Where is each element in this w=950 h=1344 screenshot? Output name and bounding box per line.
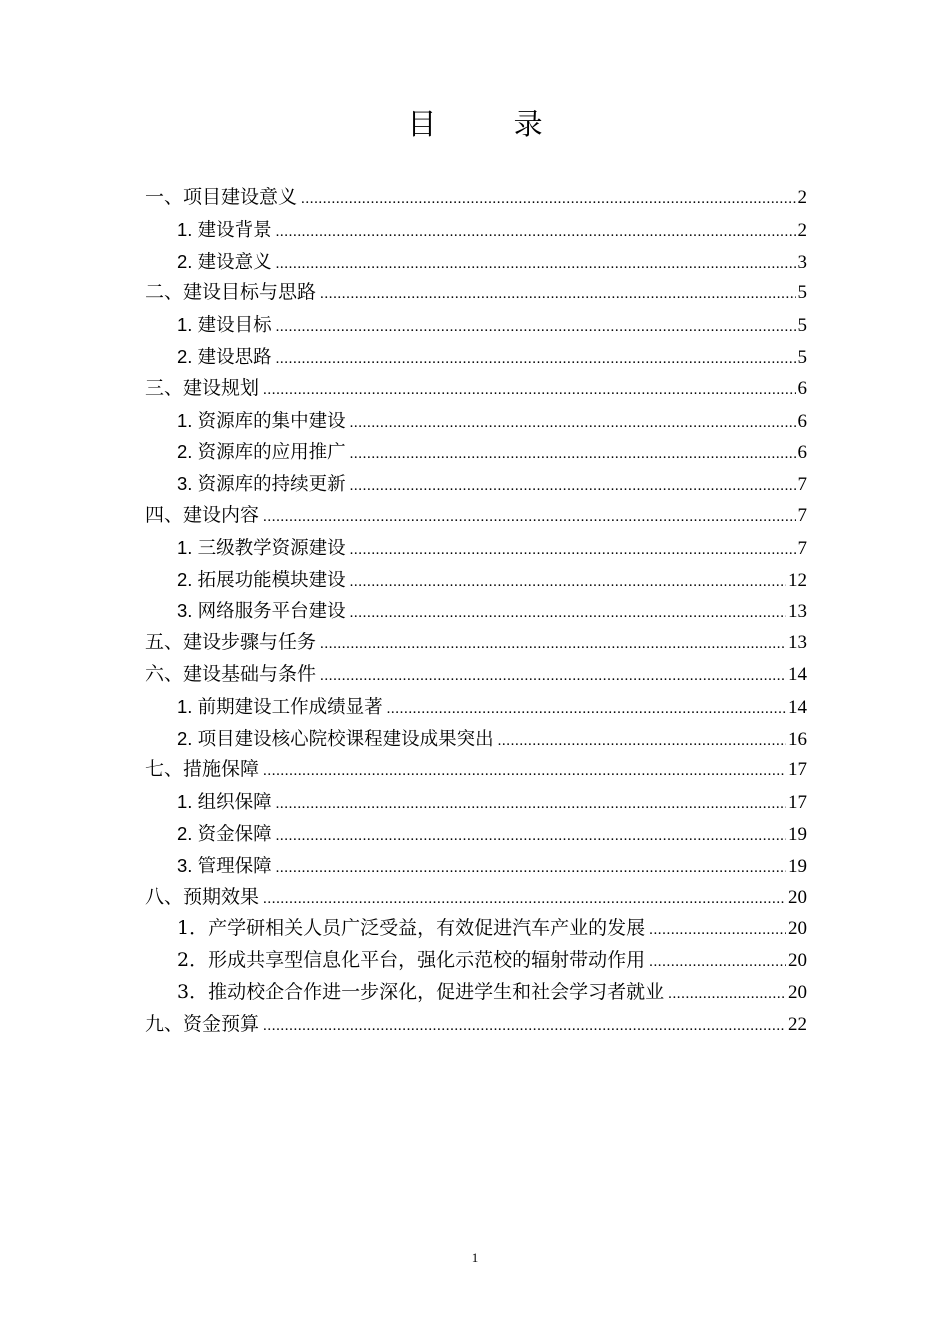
toc-entry-page: 6 <box>797 377 807 399</box>
toc-title: 目 录 <box>407 107 577 141</box>
toc-entry[interactable] <box>145 850 807 882</box>
toc-entry-title: 3．推动校企合作进一步深化，促进学生和社会学习者就业 <box>177 980 665 1003</box>
toc-dot-leader <box>320 661 786 693</box>
toc-entry[interactable] <box>145 1009 807 1041</box>
toc-dot-leader <box>276 821 786 853</box>
toc-dot-leader <box>350 567 786 599</box>
toc-entry[interactable] <box>145 659 807 691</box>
toc-dot-leader <box>263 756 786 788</box>
toc-entry[interactable] <box>145 786 807 818</box>
toc-entry-title: 3. 网络服务平台建设 <box>177 600 346 622</box>
toc-entry-title: 三、建设规划 <box>145 376 260 399</box>
toc-entry-title: 3. 管理保障 <box>177 854 272 876</box>
toc-entry-title: 3. 资源库的持续更新 <box>177 473 346 495</box>
toc-entry[interactable] <box>145 214 807 246</box>
toc-dot-leader <box>276 249 796 281</box>
toc-entry-title: 2. 建设思路 <box>177 345 272 367</box>
toc-dot-leader <box>320 279 795 311</box>
toc-entry-title: 一、项目建设意义 <box>145 186 298 208</box>
toc-entry[interactable] <box>145 246 807 278</box>
toc-entry[interactable] <box>145 913 807 945</box>
toc-entry-title: 2. 建设意义 <box>177 250 272 272</box>
toc-entry-title: 2. 资源库的应用推广 <box>177 441 346 463</box>
toc-entry-page: 7 <box>797 537 807 559</box>
toc-entry-title: 四、建设内容 <box>145 503 260 526</box>
toc-entry-title: 1. 建设背景 <box>177 218 272 240</box>
toc-dot-leader <box>263 375 795 407</box>
toc-entry-page: 14 <box>788 663 807 685</box>
toc-entry-page: 3 <box>797 251 807 273</box>
toc-entry[interactable] <box>145 405 807 437</box>
toc-entry-title: 五、建设步骤与任务 <box>145 631 317 654</box>
toc-dot-leader <box>276 789 786 821</box>
toc-entry-page: 17 <box>788 759 807 781</box>
toc-entry[interactable] <box>145 882 807 914</box>
toc-entry[interactable] <box>145 595 807 627</box>
toc-dot-leader <box>668 979 786 1011</box>
toc-entry-page: 7 <box>797 504 807 526</box>
toc-entry-title: 1. 前期建设工作成绩显著 <box>177 695 383 717</box>
toc-entry-title: 2. 拓展功能模块建设 <box>177 568 346 590</box>
toc-entry[interactable] <box>145 564 807 596</box>
toc-entry-page: 5 <box>797 315 807 337</box>
toc-dot-leader <box>301 184 795 216</box>
toc-entry-title: 六、建设基础与条件 <box>145 662 317 685</box>
toc-entry[interactable] <box>145 341 807 373</box>
toc-entry[interactable] <box>145 691 807 723</box>
toc-entry[interactable] <box>145 754 807 786</box>
toc-entry-page: 14 <box>788 696 807 718</box>
toc-entry-page: 12 <box>788 569 807 591</box>
toc-entry[interactable] <box>145 977 807 1009</box>
toc-entry-title: 1. 建设目标 <box>177 314 272 336</box>
toc-entry[interactable] <box>145 723 807 755</box>
toc-entry[interactable] <box>145 627 807 659</box>
toc-entry-title: 七、措施保障 <box>145 758 260 781</box>
toc-dot-leader <box>350 598 786 630</box>
toc-entry-page: 16 <box>788 728 807 750</box>
toc-entry-page: 7 <box>797 474 807 496</box>
toc-entry-page: 13 <box>788 632 807 654</box>
toc-entry[interactable] <box>145 182 807 214</box>
toc-entry-title: 八、预期效果 <box>145 885 260 908</box>
toc-entry-title: 二、建设目标与思路 <box>145 281 317 304</box>
toc-entry-page: 2 <box>797 219 807 241</box>
toc-entry-page: 20 <box>788 918 807 940</box>
toc-entry-page: 20 <box>788 886 807 908</box>
toc-entry[interactable] <box>145 945 807 977</box>
toc-entry-page: 6 <box>797 442 807 464</box>
toc-entry-title: 九、资金预算 <box>145 1012 260 1035</box>
toc-dot-leader <box>263 502 795 534</box>
toc-entry-title: 1．产学研相关人员广泛受益，有效促进汽车产业的发展 <box>177 917 646 940</box>
toc-dot-leader <box>276 344 796 376</box>
toc-dot-leader <box>350 471 796 503</box>
toc-dot-leader <box>263 1011 786 1043</box>
table-of-contents <box>145 182 807 1041</box>
toc-dot-leader <box>350 408 796 440</box>
toc-entry-page: 5 <box>797 282 807 304</box>
toc-entry-page: 6 <box>797 410 807 432</box>
toc-entry[interactable] <box>145 818 807 850</box>
toc-dot-leader <box>276 853 786 885</box>
toc-entry-title: 2. 项目建设核心院校课程建设成果突出 <box>177 727 494 749</box>
toc-entry-title: 1. 三级教学资源建设 <box>177 536 346 558</box>
toc-entry[interactable] <box>145 436 807 468</box>
toc-entry-page: 13 <box>788 601 807 623</box>
toc-entry[interactable] <box>145 500 807 532</box>
toc-entry-title: 2. 资金保障 <box>177 822 272 844</box>
toc-dot-leader <box>498 726 786 758</box>
toc-entry-title: 2．形成共享型信息化平台，强化示范校的辐射带动作用 <box>177 949 646 972</box>
toc-entry[interactable] <box>145 373 807 405</box>
toc-dot-leader <box>387 694 786 726</box>
toc-entry[interactable] <box>145 277 807 309</box>
toc-dot-leader <box>649 947 786 979</box>
toc-entry-page: 22 <box>788 1013 807 1035</box>
toc-entry-page: 17 <box>788 792 807 814</box>
toc-dot-leader <box>350 535 796 567</box>
toc-dot-leader <box>276 217 796 249</box>
toc-entry-page: 19 <box>788 823 807 845</box>
toc-dot-leader <box>649 915 786 947</box>
toc-dot-leader <box>263 884 786 916</box>
toc-dot-leader <box>320 629 786 661</box>
toc-entry-page: 20 <box>788 981 807 1003</box>
toc-entry-page: 19 <box>788 855 807 877</box>
toc-dot-leader <box>276 312 796 344</box>
toc-entry[interactable] <box>145 309 807 341</box>
toc-entry-title: 1. 资源库的集中建设 <box>177 409 346 431</box>
toc-entry-title: 1. 组织保障 <box>177 791 272 813</box>
toc-entry[interactable] <box>145 532 807 564</box>
toc-entry-page: 20 <box>788 950 807 972</box>
toc-dot-leader <box>350 439 796 471</box>
toc-entry-page: 2 <box>797 187 807 208</box>
toc-entry[interactable] <box>145 468 807 500</box>
page-number: 1 <box>471 1250 479 1265</box>
toc-entry-page: 5 <box>797 346 807 368</box>
